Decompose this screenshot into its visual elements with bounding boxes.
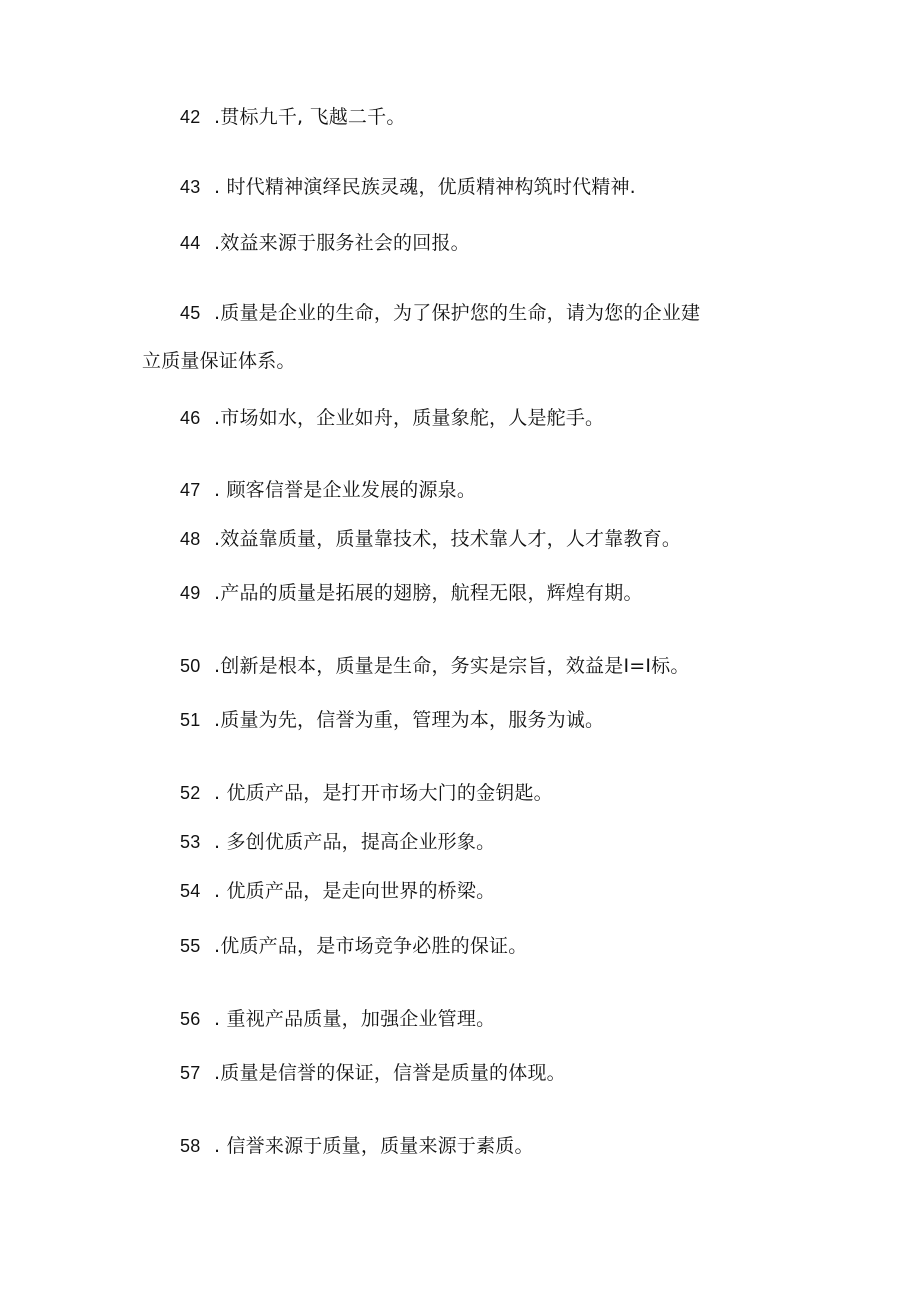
item-text: .质量为先，信誉为重，管理为本，服务为诚。 — [214, 709, 605, 731]
item-number: 50 — [180, 656, 201, 676]
item-text: .优质产品，是市场竞争必胜的保证。 — [214, 935, 528, 957]
item-text: . 重视产品质量，加强企业管理。 — [214, 1008, 496, 1030]
item-text: .产品的质量是拓展的翅膀，航程无限，辉煌有期。 — [214, 582, 643, 604]
list-item — [180, 1131, 780, 1162]
item-number: 43 — [180, 177, 201, 197]
item-number: 54 — [180, 881, 201, 901]
item-text: . 顾客信誉是企业发展的源泉。 — [214, 479, 477, 501]
item-number: 56 — [180, 1009, 201, 1029]
item-text: .质量是企业的生命，为了保护您的生命，请为您的企业建 — [214, 302, 701, 324]
item-number: 55 — [180, 936, 201, 956]
list-item — [180, 931, 780, 962]
list-item — [180, 876, 780, 907]
item-text: . 时代精神演绎民族灵魂，优质精神构筑时代精神. — [214, 176, 636, 198]
list-item — [180, 1058, 780, 1089]
item-text: .效益来源于服务社会的回报。 — [214, 232, 470, 254]
list-item — [180, 827, 780, 858]
item-number: 57 — [180, 1063, 201, 1083]
list-item — [180, 403, 780, 434]
item-text: .质量是信誉的保证，信誉是质量的体现。 — [214, 1062, 566, 1084]
item-text: .创新是根本，质量是生命，务实是宗旨，效益是I=I标。 — [214, 655, 690, 677]
item-number: 48 — [180, 529, 201, 549]
item-text: .效益靠质量，质量靠技术，技术靠人才，人才靠教育。 — [214, 528, 682, 550]
item-text: . 多创优质产品，提高企业形象。 — [214, 831, 496, 853]
list-item — [180, 578, 780, 609]
list-item-continuation: 立质量保证体系。 — [142, 350, 296, 372]
item-number: 53 — [180, 832, 201, 852]
item-text: . 优质产品，是打开市场大门的金钥匙。 — [214, 782, 553, 804]
list-item — [180, 778, 780, 809]
item-number: 51 — [180, 710, 201, 730]
list-item — [180, 172, 780, 203]
item-number: 46 — [180, 408, 201, 428]
item-number: 58 — [180, 1136, 201, 1156]
item-number: 49 — [180, 583, 201, 603]
list-item — [180, 298, 780, 329]
item-number: 44 — [180, 233, 201, 253]
item-text: .市场如水，企业如舟，质量象舵，人是舵手。 — [214, 407, 605, 429]
item-number: 42 — [180, 107, 201, 127]
list-item — [180, 705, 780, 736]
list-item — [180, 102, 780, 133]
list-item — [180, 651, 780, 682]
item-text: . 信誉来源于质量，质量来源于素质。 — [214, 1135, 534, 1157]
list-item — [180, 475, 780, 506]
item-number: 45 — [180, 303, 201, 323]
list-item — [180, 524, 780, 555]
item-number: 52 — [180, 783, 201, 803]
item-number: 47 — [180, 480, 201, 500]
list-item — [180, 1004, 780, 1035]
list-item — [180, 228, 780, 259]
item-text: . 优质产品，是走向世界的桥梁。 — [214, 880, 496, 902]
item-text: .贯标九千, 飞越二千。 — [214, 106, 406, 128]
